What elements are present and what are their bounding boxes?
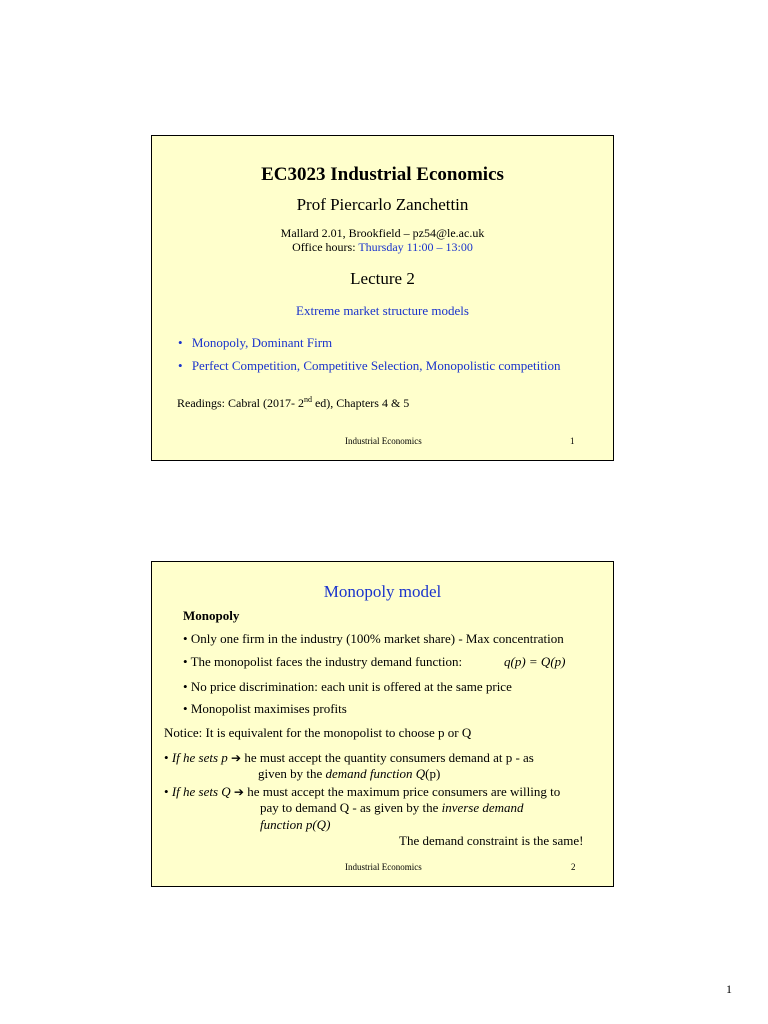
office-hours — [152, 240, 613, 255]
monopoly-heading: Monopoly — [183, 608, 240, 623]
lecture-number: Lecture 2 — [350, 269, 415, 288]
slide-1-footer-text: Industrial Economics — [345, 436, 422, 446]
list-item — [183, 631, 564, 647]
professor-name: Prof Piercarlo Zanchettin — [296, 195, 469, 214]
bullet-icon: • — [183, 631, 188, 646]
point-1 — [164, 750, 534, 766]
point-2-line-3: function p(Q) — [260, 817, 331, 832]
office-hours-value: Thursday 11:00 – 13:00 — [358, 240, 473, 254]
readings — [177, 396, 409, 411]
readings-prefix: Readings: Cabral (2017- 2 — [177, 396, 304, 410]
bullet-text: Perfect Competition, Competitive Selection, Monopolistic competition — [191, 358, 561, 373]
right-arrow-icon: ➔ — [233, 785, 244, 799]
point-2-italic: If he sets Q — [171, 784, 231, 799]
page-number: 1 — [726, 982, 732, 996]
bullet-icon: • — [164, 784, 169, 799]
slide-2-footer-text: Industrial Economics — [345, 862, 422, 872]
bullet-text: Monopolist maximises profits — [190, 701, 347, 716]
list-item — [178, 335, 332, 351]
lecture-subtitle: Extreme market structure models — [296, 303, 469, 318]
bullet-text: The monopolist faces the industry demand function: — [190, 654, 463, 669]
bullet-icon: • — [164, 750, 169, 765]
notice-text: Notice: It is equivalent for the monopolist to choose p or Q — [164, 725, 472, 740]
point-1-italic: If he sets p — [171, 750, 228, 765]
point-2-line-2-prefix: pay to demand Q - as given by the — [260, 800, 442, 815]
bullet-icon: • — [178, 335, 183, 350]
point-1-line-2-prefix: given by the — [258, 766, 326, 781]
list-item — [183, 654, 462, 670]
point-1-rest: he must accept the quantity consumers demand at p - as — [241, 750, 534, 765]
right-arrow-icon: ➔ — [231, 751, 242, 765]
list-item — [178, 358, 560, 374]
readings-suffix: ed), Chapters 4 & 5 — [311, 396, 410, 410]
list-item — [183, 701, 347, 717]
office-location: Mallard 2.01, Brookfield – pz54@le.ac.uk — [280, 226, 485, 240]
conclusion-text: The demand constraint is the same! — [399, 833, 584, 848]
readings-sup: nd — [303, 395, 312, 404]
slide-1-title: EC3023 Industrial Economics — [261, 164, 504, 185]
bullet-icon: • — [183, 701, 188, 716]
point-1-line-2-italic: demand function Q — [325, 766, 426, 781]
bullet-icon: • — [178, 358, 183, 373]
point-1-line-2-suffix: (p) — [425, 766, 441, 781]
bullet-icon: • — [183, 654, 188, 669]
point-2-line-2-italic: inverse demand — [441, 800, 524, 815]
slide-2 — [151, 561, 614, 887]
bullet-text: Monopoly, Dominant Firm — [191, 335, 333, 350]
point-2-rest: he must accept the maximum price consumers are willing to — [243, 784, 561, 799]
demand-formula: q(p) = Q(p) — [504, 654, 566, 669]
bullet-icon: • — [183, 679, 188, 694]
slide-2-title: Monopoly model — [323, 582, 442, 601]
bullet-text: No price discrimination: each unit is offered at the same price — [190, 679, 512, 694]
list-item — [183, 679, 512, 695]
bullet-text: Only one firm in the industry (100% market share) - Max concentration — [190, 631, 564, 646]
slide-1 — [151, 135, 614, 461]
point-1-line-2 — [258, 766, 440, 782]
office-hours-label: Office hours: — [292, 240, 356, 254]
point-2-line-2 — [260, 800, 524, 816]
slide-2-footer-number: 2 — [571, 862, 576, 872]
slide-1-footer-number: 1 — [570, 436, 575, 446]
point-2 — [164, 784, 560, 800]
